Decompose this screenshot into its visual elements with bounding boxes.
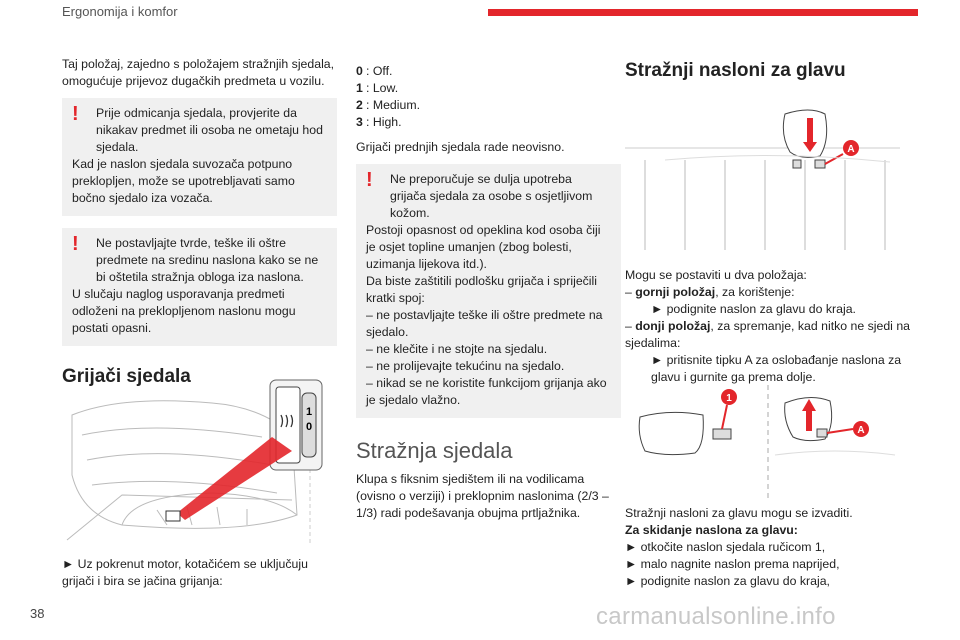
page-number: 38 [30,606,45,621]
positions-intro: Mogu se postaviti u dva položaja: [625,268,807,282]
removal-step: ► podignite naslon za glavu do kraja, [625,574,830,588]
warning-box-1 [62,98,337,216]
level-1: 1 : Low. [356,81,399,95]
heading-rear-seats: Stražnja sjedala [356,438,513,463]
headrest-positions [625,267,915,386]
fig2-callout-1: 1 [726,393,732,404]
warning-2-line-2: U slučaju naglog usporavanja predmeti odloženi na preklopljenom naslonu mogu postati opasni. [72,287,296,335]
column-2 [356,63,621,522]
fig2-callout-a: A [857,425,865,436]
warning-1-line-2: Kad je naslon sjedala suvozača potpuno preklopljen, može se upotrebljavati samo bočno sjedalo iza vozača. [72,157,295,205]
seat-heater-figure [62,375,337,545]
column-1 [62,56,337,385]
warning-3-line-3: Da biste zaštitili podlošku grijača i spriječili kratki spoj: [366,274,597,305]
warning-3-item: – nikad se ne koristite funkcijom grijanja ako je sjedalo vlažno. [366,376,607,407]
dial-label-bottom: 0 [305,421,313,433]
warning-box-2 [62,228,337,346]
level-0: 0 : Off. [356,64,393,78]
dial-label-top: 1 [305,406,313,418]
independent-note: Grijači prednjih sjedala rade neovisno. [356,140,565,154]
warning-3-item: – ne prolijevajte tekućinu na sjedalo. [366,359,565,373]
position-upper: – gornji položaj, za korištenje: [625,285,795,299]
intro-text: Taj položaj, zajedno s položajem stražnjih sjedala, omogućuje prijevoz dugačkih predmeta u vozilu. [62,57,335,88]
position-lower: – donji položaj, za spremanje, kad nitko ne sjedi na sjedalima: [625,319,911,350]
seat-heater-instruction: ► Uz pokrenut motor, kotačićem se uključuju grijači i bira se jačina grijanja: [62,557,308,588]
position-lower-step: ► pritisnite tipku A za oslobađanje naslona za glavu i gurnite ga prema dolje. [651,353,902,384]
warning-box-3 [356,164,621,418]
warning-icon: ! [72,103,79,125]
warning-2-line-1: Ne postavljajte tvrde, teške ili oštre predmete na sredinu naslona kako se ne bi oštetila stražnja obloga iza naslona. [96,236,319,284]
warning-icon: ! [72,233,79,255]
rear-seats-text: Klupa s fiksnim sjedištem ili na vodilicama (ovisno o verziji) i preklopnim naslonima (2/3 – 1/3) radi podešavanja obujma prtljažnika. [356,472,609,520]
heading-rear-headrests: Stražnji nasloni za glavu [625,60,846,81]
warning-1-line-1: Prije odmicanja sjedala, provjerite da nikakav predmet ili osoba ne ometaju hod sjedala. [96,106,323,154]
watermark: carmanualsonline.info [596,603,836,630]
warning-3-item: – ne postavljajte teške ili oštre predmete na sjedalo. [366,308,603,339]
warning-3-line-2: Postoji opasnost od opeklina kod osoba čiji je osjet topline umanjen (zbog bolesti, uzimanja lijekova itd.). [366,223,601,271]
headrest-figure-2 [625,385,900,500]
position-upper-step: ► podignite naslon za glavu do kraja. [651,302,856,316]
fig1-callout-a: A [847,144,855,155]
headrest-figure-1 [625,100,900,260]
heat-levels [356,63,621,131]
heading-seat-heaters: Grijači sjedala [62,366,191,387]
section-header: Ergonomija i komfor [62,4,178,19]
removal-step: ► malo nagnite naslon prema naprijed, [625,557,840,571]
removal-step: ► otkočite naslon sjedala ručicom 1, [625,540,826,554]
header-accent-bar [488,9,918,16]
warning-3-item: – ne klečite i ne stojte na sjedalu. [366,342,548,356]
warning-3-line-1: Ne preporučuje se dulja upotreba grijača sjedala za osobe s osjetljivom kožom. [390,172,593,220]
removal-title: Za skidanje naslona za glavu: [625,523,798,537]
warning-icon: ! [366,169,373,191]
headrest-removal [625,505,915,590]
level-3: 3 : High. [356,115,402,129]
level-2: 2 : Medium. [356,98,420,112]
removable-note: Stražnji nasloni za glavu mogu se izvaditi. [625,506,853,520]
